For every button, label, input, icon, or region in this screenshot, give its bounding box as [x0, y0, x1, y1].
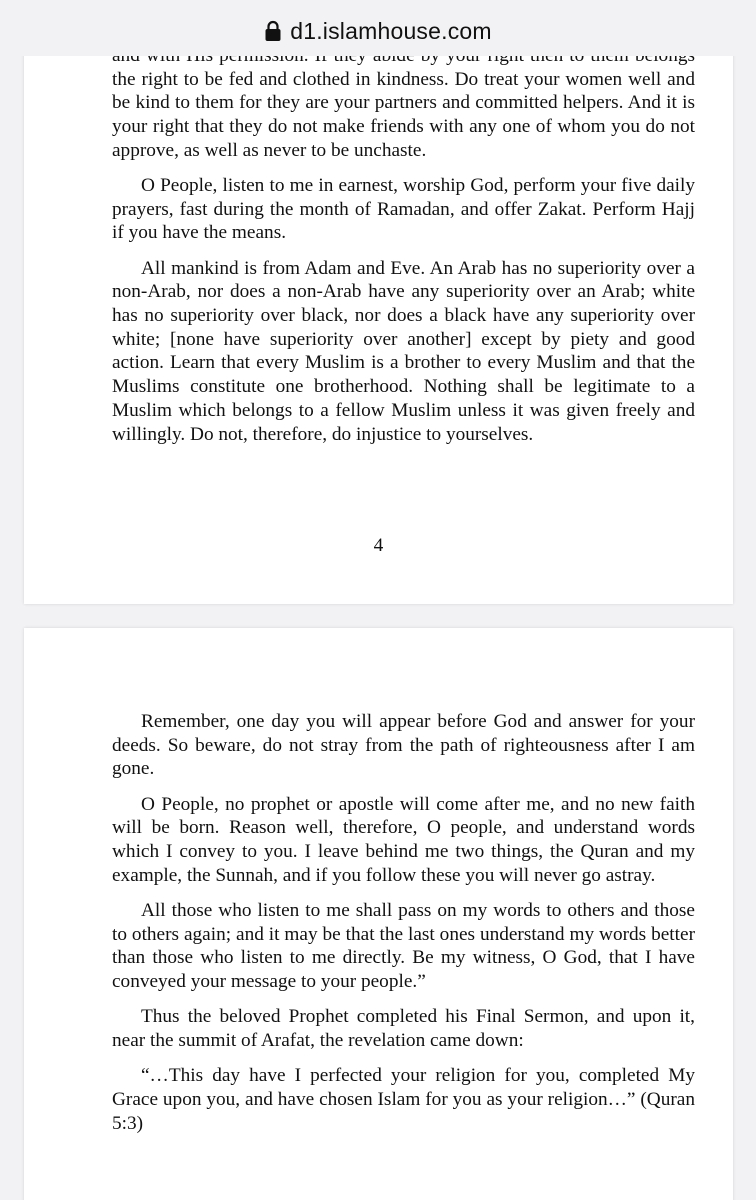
browser-address-bar[interactable]	[0, 0, 756, 56]
paragraph: All those who listen to me shall pass on my words to others and those to others again; and it may be that the last ones understand my words better than those who listen to me directly. Be my witness, O God, that I have conveyed your message to your people.”	[112, 899, 695, 993]
paragraph: Remember, one day you will appear before God and answer for your deeds. So beware, do not stray from the path of righteousness after I am gone.	[112, 711, 695, 780]
address-bar-content[interactable]	[264, 18, 492, 45]
quote-paragraph: “…This day have I perfected your religion for you, completed My Grace upon you, and have chosen Islam for you as your religion…” (Quran 5:3)	[112, 1065, 695, 1134]
page-number: 4	[373, 535, 384, 556]
paragraph: O People, no prophet or apostle will come after me, and no new faith will be born. Reason well, therefore, O people, and understand words which I convey to you. I leave behind me two things, the Quran and my example, the Sunnah, and if you follow these you will never go astray.	[112, 793, 695, 886]
paragraph: All mankind is from Adam and Eve. An Arab has no superiority over a non-Arab, nor does a non-Arab have any superiority over an Arab; white has no superiority over black, nor does a black have any superiority over white; [none have superiority over another] except by piety and good action. Learn that every Muslim is a brother to every Muslim and that the Muslims constitute one brotherhood. Nothing shall be legitimate to a Muslim which belongs to a fellow Muslim unless it was given freely and willingly. Do not, therefore, do injustice to yourselves.	[112, 257, 695, 445]
page-4-text	[112, 44, 695, 458]
document-page-5	[24, 628, 733, 1200]
paragraph: the right to be fed and clothed in kindness. Do treat your women well and be kind to them for they are your partners and committed helpers. And it is your right that they do not make friends with any one of whom you do not approve, as well as never to be unchaste.	[112, 68, 695, 161]
paragraph: Thus the beloved Prophet completed his Final Sermon, and upon it, near the summit of Arafat, the revelation came down:	[112, 1006, 695, 1051]
paragraph: O People, listen to me in earnest, worship God, perform your five daily prayers, fast during the month of Ramadan, and offer Zakat. Perform Hajj if you have the means.	[112, 175, 695, 244]
page-5-text	[112, 710, 695, 1147]
lock-icon	[264, 20, 282, 42]
url-text[interactable]: d1.islamhouse.com	[290, 17, 492, 44]
document-page-4	[24, 8, 733, 604]
